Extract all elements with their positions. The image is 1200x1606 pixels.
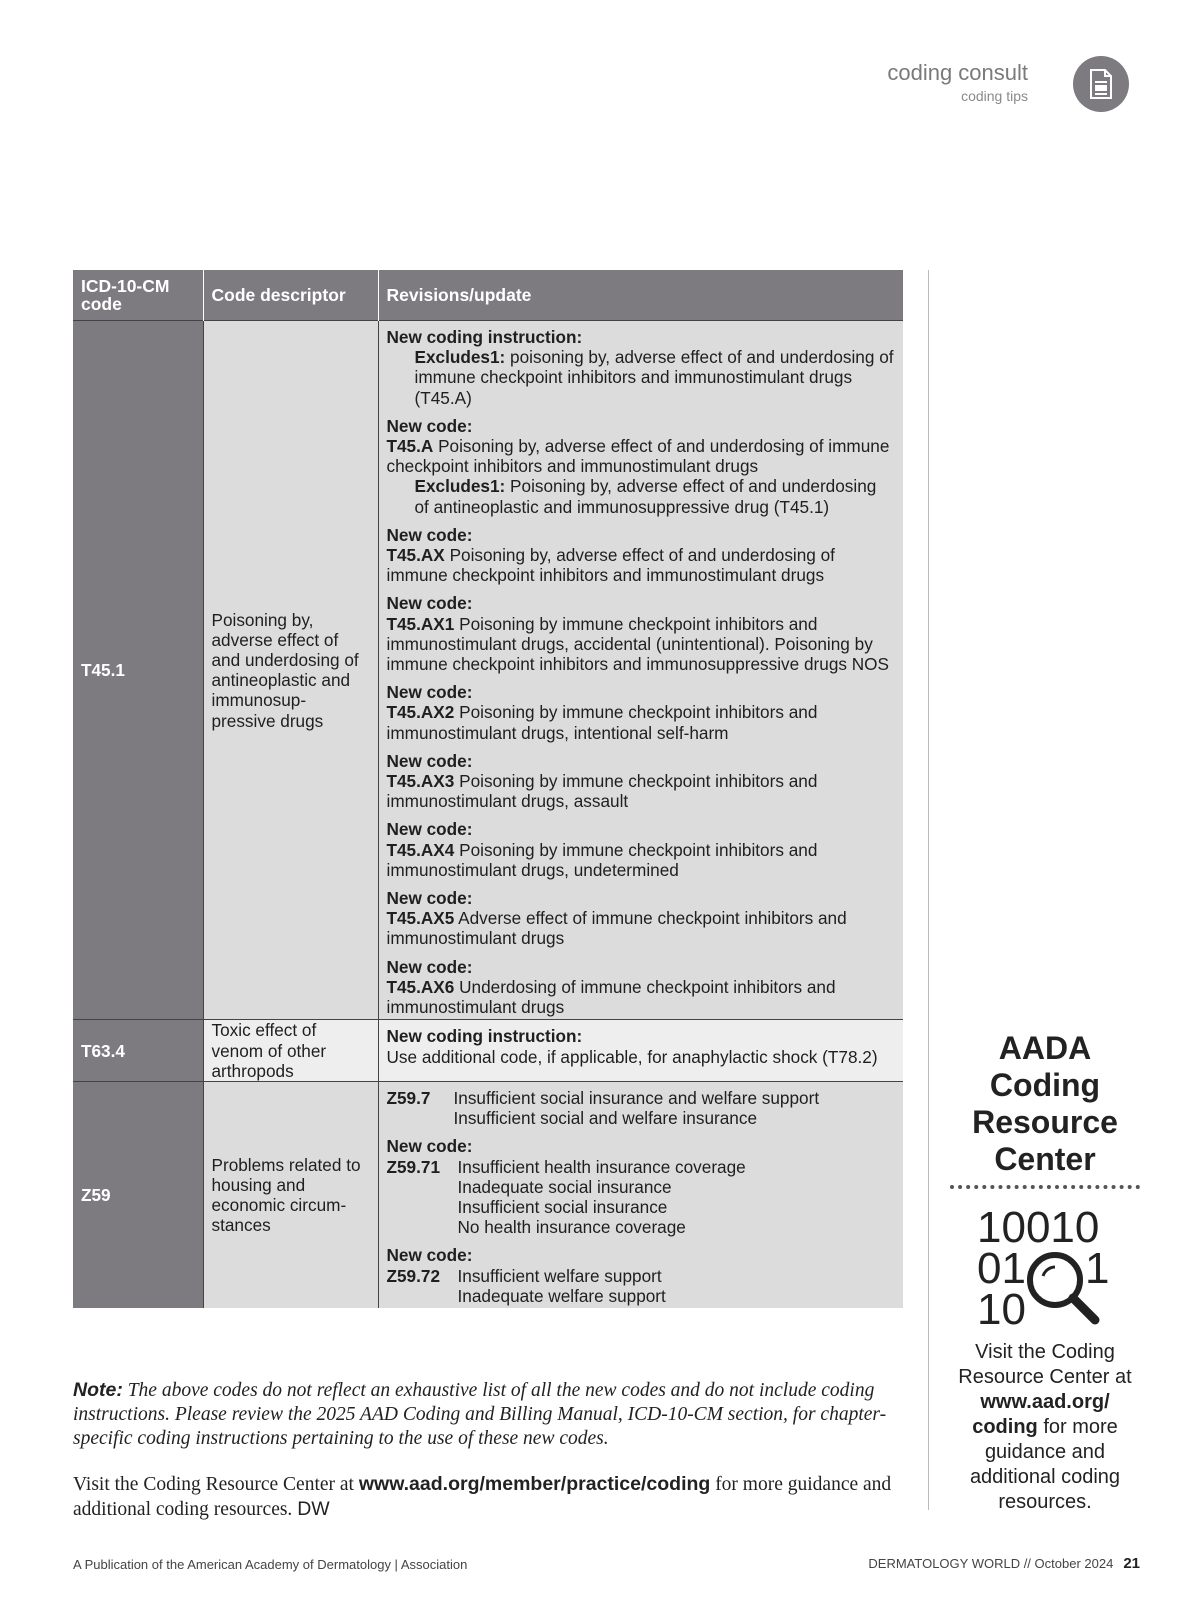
new-code: T45.AX <box>386 545 445 566</box>
visit-paragraph <box>73 1472 913 1522</box>
table-row <box>73 1020 903 1082</box>
table-note <box>73 1378 903 1451</box>
revision-block <box>387 327 896 408</box>
block-heading: New code: <box>386 593 473 614</box>
footer-publication: A Publication of the American Academy of Dermatology | Association <box>73 1557 468 1572</box>
revision-block <box>387 888 896 949</box>
excludes-label: Excludes1: <box>414 347 506 368</box>
new-code-text: Adverse effect of immune checkpoint inhibitors and immunostimulant drugs <box>386 908 847 949</box>
code-line: Inadequate welfare support <box>457 1285 666 1306</box>
revision-block <box>387 1245 896 1306</box>
code-line: Insufficient social insurance and welfare support <box>453 1087 820 1108</box>
section-title: coding consult <box>887 60 1028 85</box>
sidebar-text <box>945 1340 1145 1515</box>
revision-block <box>387 525 896 586</box>
revisions-cell <box>378 321 903 1020</box>
block-heading: New code: <box>386 524 473 545</box>
table-row <box>73 1081 903 1308</box>
binary-digits: 1 <box>1085 1244 1110 1293</box>
revision-block <box>387 819 896 880</box>
revision-block <box>387 1088 896 1128</box>
new-code: T45.AX3 <box>386 771 455 792</box>
magnifier-handle <box>1073 1298 1095 1320</box>
block-heading: New code: <box>386 888 473 909</box>
code-line: Insufficient social and welfare insurance <box>453 1108 758 1129</box>
block-heading: New code: <box>386 819 473 840</box>
binary-digits: 10010 <box>977 1203 1100 1252</box>
column-header-code: ICD-10-CM code <box>73 270 203 321</box>
excludes-label: Excludes1: <box>414 476 506 497</box>
revision-block <box>387 1136 896 1237</box>
existing-code: Z59.7 <box>386 1087 431 1108</box>
new-code: T45.AX2 <box>386 702 455 723</box>
code-line: No health insurance coverage <box>457 1217 686 1238</box>
code-line: Insufficient social insurance <box>457 1196 668 1217</box>
binary-magnifier-icon <box>975 1200 1115 1330</box>
new-code-text: Poisoning by immune checkpoint inhibitors and immunostimulant drugs, accidental (unintentional). Poisoning by immune checkpoint inhibitors and immunosuppressive drugs NOS <box>386 613 889 675</box>
column-divider <box>928 270 929 1510</box>
excludes-text: poisoning by, adverse effect of and underdosing of immune checkpoint inhibitors and immunostimulant drugs (T45.A) <box>414 347 894 408</box>
block-heading: New coding instruction: <box>386 327 583 347</box>
table-header-row <box>73 270 903 321</box>
code-line: Insufficient welfare support <box>457 1265 662 1286</box>
revision-block <box>387 593 896 674</box>
code-line: Insufficient health insurance coverage <box>457 1156 746 1177</box>
code-cell: Z59 <box>73 1081 203 1308</box>
block-heading: New code: <box>386 1136 473 1157</box>
page-number: 21 <box>1123 1555 1140 1572</box>
document-icon <box>1073 56 1129 112</box>
block-heading: New coding instruction: <box>386 1026 583 1047</box>
sidebar-title: AADA Coding Resource Center <box>972 1030 1118 1177</box>
new-code: T45.AX6 <box>386 976 455 997</box>
revision-block <box>387 682 896 743</box>
new-code-text: Poisoning by, adverse effect of and underdosing of immune checkpoint inhibitors and immunostimulant drugs <box>386 436 890 477</box>
binary-digits: 10 <box>977 1285 1026 1330</box>
excludes-note <box>387 347 896 408</box>
coding-center-link[interactable]: www.aad.org/member/practice/coding <box>358 1473 711 1495</box>
new-code-text: Poisoning by, adverse effect of and underdosing of immune checkpoint inhibitors and immunostimulant drugs <box>386 545 835 586</box>
revision-block <box>387 751 896 812</box>
footer-issue <box>868 1555 1140 1572</box>
binary-digits: 01 <box>977 1244 1026 1293</box>
section-header <box>887 60 1028 106</box>
code-line: Inadequate social insurance <box>457 1176 672 1197</box>
revisions-cell <box>378 1081 903 1308</box>
new-code-text: Poisoning by immune checkpoint inhibitors and immunostimulant drugs, undetermined <box>386 839 818 880</box>
block-heading: New code: <box>386 956 473 977</box>
revisions-cell <box>378 1020 903 1082</box>
block-heading: New code: <box>386 1245 473 1266</box>
descriptor-cell: Toxic effect of venom of other arthropods <box>203 1020 378 1082</box>
dotted-divider <box>950 1185 1140 1189</box>
instruction-text: Use additional code, if applicable, for anaphylactic shock (T78.2) <box>386 1046 878 1067</box>
section-subtitle: coding tips <box>961 88 1028 104</box>
visit-prefix: Visit the Coding Resource Center at <box>73 1474 354 1495</box>
new-code: Z59.71 <box>386 1156 441 1177</box>
footer-issue-text: DERMATOLOGY WORLD // October 2024 <box>868 1556 1114 1571</box>
block-heading: New code: <box>386 415 473 436</box>
new-code: T45.AX1 <box>386 613 455 634</box>
visit-suffix: for more guidance and additional coding resources. <box>73 1474 892 1520</box>
sidebar-text-suffix: for more guidance and additional coding resources. <box>969 1416 1121 1513</box>
excludes-text: Poisoning by, adverse effect of and underdosing of antineoplastic and immunosuppressive drug (T45.1) <box>414 476 877 517</box>
note-text: The above codes do not reflect an exhaustive list of all the new codes and do not include coding instructions. Please review the 2025 AAD Coding and Billing Manual, ICD-10-CM section, for chapter-specific coding instructions pertaining to the use of these new codes. <box>73 1380 887 1449</box>
icd-codes-table <box>73 270 903 1308</box>
code-cell: T63.4 <box>73 1020 203 1082</box>
new-code-text: Poisoning by immune checkpoint inhibitors and immunostimulant drugs, intentional self-harm <box>386 702 818 743</box>
sidebar-link[interactable]: www.aad.org/ coding <box>972 1391 1110 1438</box>
column-header-descriptor: Code descriptor <box>203 270 378 321</box>
revision-block <box>387 416 896 517</box>
excludes-note <box>387 476 896 516</box>
block-heading: New code: <box>386 682 473 703</box>
column-header-revisions: Revisions/update <box>378 270 903 321</box>
table-row <box>73 321 903 1020</box>
descriptor-cell: Poisoning by, adverse effect of and underdosing of antineoplastic and immunosup-pressive drugs <box>203 321 378 1020</box>
new-code: T45.AX5 <box>386 908 455 929</box>
sidebar-text-prefix: Visit the Coding Resource Center at <box>958 1341 1132 1388</box>
new-code-text: Poisoning by immune checkpoint inhibitors and immunostimulant drugs, assault <box>386 771 818 812</box>
new-code: T45.A <box>386 436 434 457</box>
note-label: Note: <box>73 1379 123 1401</box>
block-heading: New code: <box>386 750 473 771</box>
descriptor-cell: Problems related to housing and economic circum-stances <box>203 1081 378 1308</box>
dw-signoff: DW <box>297 1498 330 1520</box>
new-code: T45.AX4 <box>386 839 455 860</box>
new-code: Z59.72 <box>386 1265 441 1286</box>
code-cell: T45.1 <box>73 321 203 1020</box>
new-code-text: Underdosing of immune checkpoint inhibitors and immunostimulant drugs <box>386 976 836 1018</box>
revision-block <box>387 957 896 1018</box>
